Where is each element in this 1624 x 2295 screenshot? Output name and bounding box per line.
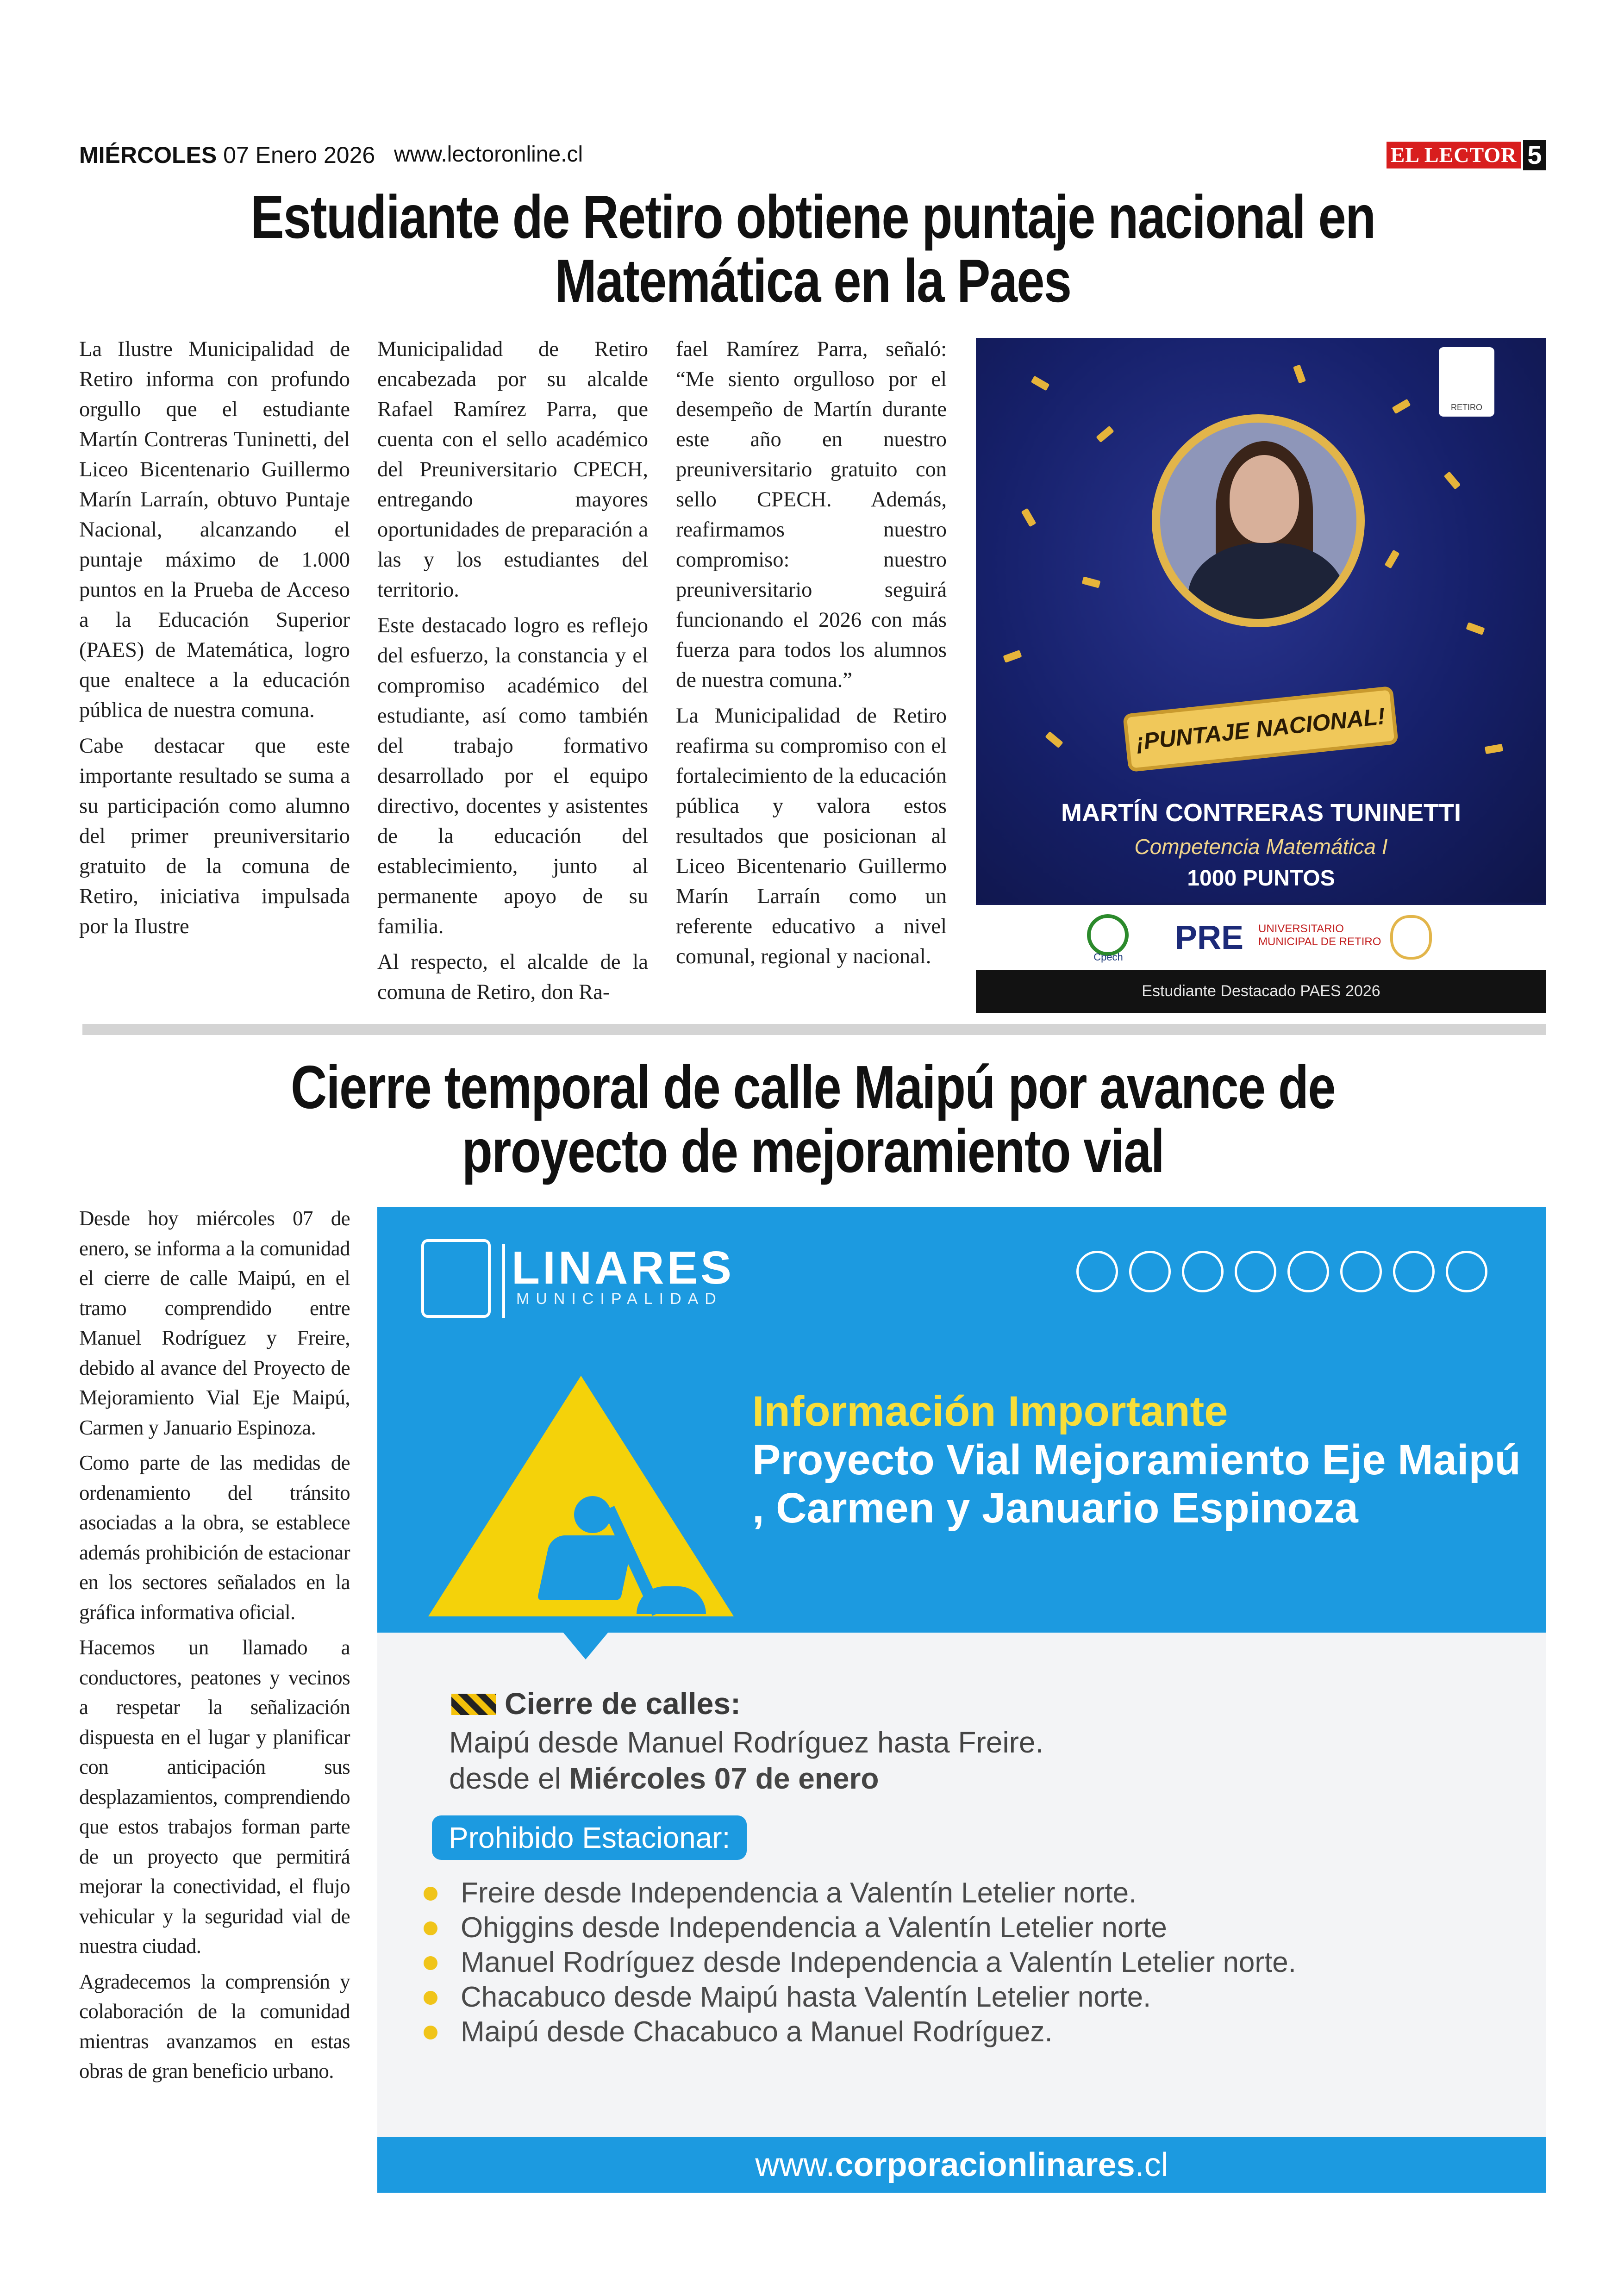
paragraph: Este destacado logro es reflejo del esfuerzo, la constancia y el compromiso académico del estudiante, así como también del trabajo formativo desarrollado por el equipo directivo, docentes y asistentes de la educación del establecimiento, junto al permanente apoyo de su familia. xyxy=(377,614,648,938)
student-poster xyxy=(976,338,1546,1013)
service-icon xyxy=(1182,1251,1224,1292)
score-points: 1000 PUNTOS xyxy=(1187,866,1335,891)
bullet-icon xyxy=(424,1921,437,1935)
competence-label: Competencia Matemática I xyxy=(1134,835,1388,859)
url-suffix: .cl xyxy=(1135,2146,1168,2183)
paragraph: fael Ramírez Parra, señaló: “Me siento orgulloso por el desempeño de Martín durante este año en nuestro preuniversitario gratuito con sello CPECH. Además, reafirmamos nuestro compromiso: nuestro preuniversitario seguirá funcionando el 2026 con más fuerza para todos los alumnos de nuestra comuna.” xyxy=(676,337,947,692)
student-face xyxy=(1230,455,1299,543)
page-number: 5 xyxy=(1523,140,1546,170)
service-icons xyxy=(1076,1251,1487,1297)
site-link[interactable]: www.lectoronline.cl xyxy=(394,142,583,167)
student-uniform xyxy=(1188,543,1345,627)
list-item xyxy=(424,2014,1296,2049)
article1-headline: Estudiante de Retiro obtiene puntaje nacional en Matemática en la Paes xyxy=(250,183,1375,315)
no-parking-label: Prohibido Estacionar: xyxy=(432,1815,747,1860)
list-item xyxy=(424,1980,1296,2014)
linares-logo-icon xyxy=(421,1239,491,1318)
pre-logo: PRE xyxy=(1175,919,1244,956)
header-pointer xyxy=(562,1632,609,1659)
service-icon xyxy=(1446,1251,1487,1292)
infographic-header xyxy=(377,1207,1546,1633)
closure-date-prefix: desde el xyxy=(449,1762,569,1795)
student-photo xyxy=(1152,414,1365,627)
important-info-title: Información Importante xyxy=(752,1388,1228,1435)
crest-label: RETIRO xyxy=(1450,403,1482,412)
closure-detail: Maipú desde Manuel Rodríguez hasta Freire. xyxy=(449,1726,1044,1759)
article1-column-1 xyxy=(79,334,350,947)
list-item xyxy=(424,1876,1296,1910)
paragraph: Agradecemos la comprensión y colaboración de la comunidad mientras avanzamos en estas obras de gran beneficio urbano. xyxy=(79,1970,350,2083)
bullet-icon xyxy=(424,1991,437,2005)
issue-date-text: 07 Enero 2026 xyxy=(223,142,375,168)
sponsor-logo-bar xyxy=(976,905,1546,970)
list-item-text: Chacabuco desde Maipú hasta Valentín Letelier norte. xyxy=(461,1981,1151,2013)
closure-title: Cierre de calles: xyxy=(505,1686,741,1721)
list-item xyxy=(424,1945,1296,1980)
pre-sub-line: UNIVERSITARIO xyxy=(1258,923,1344,935)
paragraph: Cabe destacar que este importante resultado se suma a su participación como alumno del primer preuniversitario gratuito de la comuna de Retiro, iniciativa impulsada por la Ilustre xyxy=(79,734,350,938)
service-icon xyxy=(1235,1251,1276,1292)
url-domain: corporacionlinares xyxy=(835,2146,1135,2183)
paragraph: La Municipalidad de Retiro reafirma su compromiso con el fortalecimiento de la educación pública y valora estos resultados que posicionan al Liceo Bicentenario Guillermo Marín Larraín como un referente educativo a nivel comunal, regional y nacional. xyxy=(676,704,947,968)
cpech-logo-icon xyxy=(1087,914,1129,956)
school-shield-icon xyxy=(1390,915,1432,960)
section-divider xyxy=(82,1024,1546,1035)
municipality-name: LINARES xyxy=(512,1242,734,1294)
bullet-icon xyxy=(424,1887,437,1901)
article1-column-2 xyxy=(377,334,648,1013)
list-item-text: Ohiggins desde Independencia a Valentín Letelier norte xyxy=(461,1912,1167,1944)
closure-date xyxy=(449,1761,879,1796)
municipality-subtitle: MUNICIPALIDAD xyxy=(516,1290,723,1308)
bullet-icon xyxy=(424,1956,437,1970)
list-item-text: Maipú desde Chacabuco a Manuel Rodríguez. xyxy=(461,2016,1053,2048)
paragraph: La Ilustre Municipalidad de Retiro informa con profundo orgullo que el estudiante Martín Contreras Tuninetti, del Liceo Bicentenario Guillermo Marín Larraín, obtuvo Puntaje Nacional, alcanzando el puntaje máximo de 1.000 puntos en la Prueba de Acceso a la Educación Superior (PAES) de Matemática, logro que enaltece a la educación pública de nuestra comuna. xyxy=(79,337,350,722)
service-icon xyxy=(1340,1251,1382,1292)
student-name: MARTÍN CONTRERAS TUNINETTI xyxy=(1061,799,1461,827)
issue-date xyxy=(79,142,375,168)
pre-logo-subtitle xyxy=(1258,923,1381,948)
article2-column-1 xyxy=(79,1204,350,2092)
cpech-label: Cpech xyxy=(1093,951,1123,963)
list-item-text: Manuel Rodríguez desde Independencia a Valentín Letelier norte. xyxy=(461,1946,1296,1978)
service-icon xyxy=(1393,1251,1435,1292)
brand-logo: EL LECTOR xyxy=(1387,142,1521,168)
project-title: Proyecto Vial Mejoramiento Eje Maipú , Carmen y Januario Espinoza xyxy=(752,1436,1521,1532)
list-item-text: Freire desde Independencia a Valentín Letelier norte. xyxy=(461,1877,1137,1909)
closure-date-bold: Miércoles 07 de enero xyxy=(569,1762,879,1795)
pre-sub-line: MUNICIPAL DE RETIRO xyxy=(1258,935,1381,948)
paragraph: Hacemos un llamado a conductores, peatones y vecinos a respetar la señalización dispuesta en el lugar y planificar con anticipación sus desplazamientos, comprendiendo que estos trabajos forman parte de un proyecto que permitirá mejorar la conectividad, el flujo vehicular y la seguridad vial de nuestra ciudad. xyxy=(79,1636,350,1958)
no-parking-list xyxy=(424,1876,1296,2049)
poster-footer: Estudiante Destacado PAES 2026 xyxy=(976,970,1546,1013)
paragraph: Como parte de las medidas de ordenamiento del tránsito asociadas a la obra, se establece además prohibición de estacionar en los sectores señalados en la gráfica informativa oficial. xyxy=(79,1451,350,1624)
service-icon xyxy=(1287,1251,1329,1292)
national-score-ribbon: ¡PUNTAJE NACIONAL! xyxy=(1127,690,1394,768)
bullet-icon xyxy=(424,2026,437,2039)
paragraph: Al respecto, el alcalde de la comuna de Retiro, don Ra- xyxy=(377,950,648,1004)
service-icon xyxy=(1076,1251,1118,1292)
paragraph: Municipalidad de Retiro encabezada por su alcalde Rafael Ramírez Parra, que cuenta con el sello académico del Preuniversitario CPECH, entregando mayores oportunidades de preparación a las y los estudiantes del territorio. xyxy=(377,337,648,602)
road-barrier-icon xyxy=(451,1694,496,1715)
website-link[interactable] xyxy=(377,2137,1546,2193)
url-prefix: www. xyxy=(755,2146,835,2183)
article2-headline: Cierre temporal de calle Maipú por avance de proyecto de mejoramiento vial xyxy=(291,1053,1335,1185)
road-closure-infographic xyxy=(377,1207,1546,2193)
list-item xyxy=(424,1910,1296,1945)
paragraph: Desde hoy miércoles 07 de enero, se informa a la comunidad el cierre de calle Maipú, en el tramo comprendido entre Manuel Rodríguez y Freire, debido al avance del Proyecto de Mejoramiento Vial Eje Maipú, Carmen y Januario Espinoza. xyxy=(79,1207,350,1439)
page-header xyxy=(79,139,1547,171)
service-icon xyxy=(1129,1251,1171,1292)
issue-weekday: MIÉRCOLES xyxy=(79,142,217,168)
logo-separator xyxy=(502,1244,505,1318)
article1-column-3 xyxy=(676,334,947,977)
